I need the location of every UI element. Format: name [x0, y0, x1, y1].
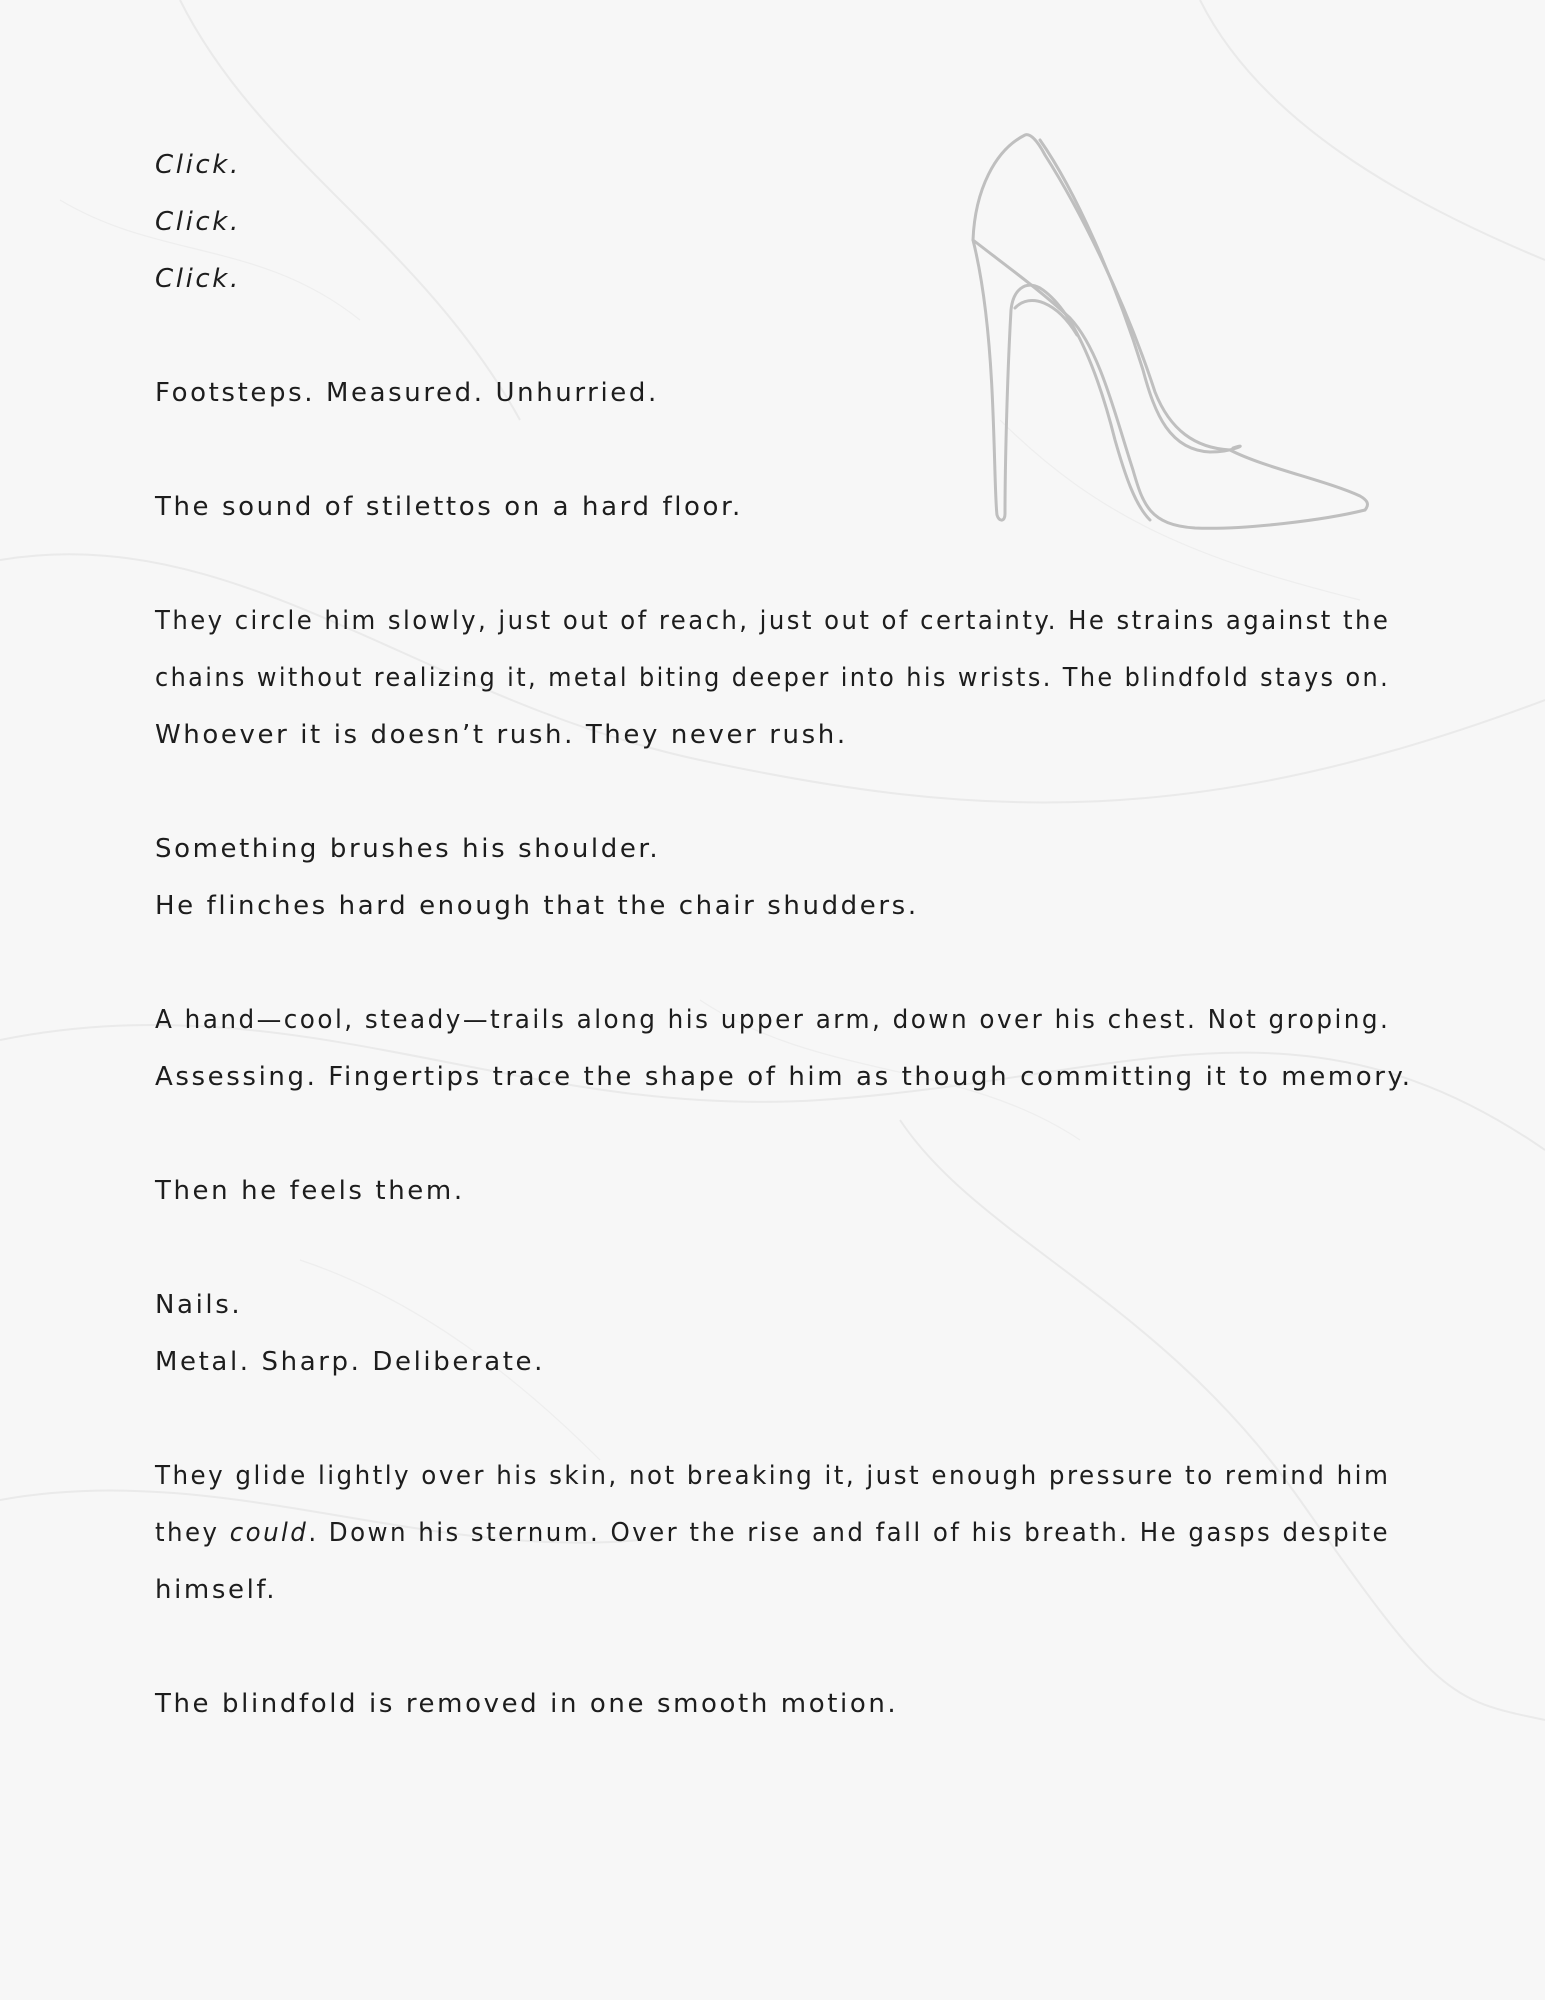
- circle-paragraph-line-1: [155, 606, 1390, 636]
- flinches-line: He flinches hard enough that the chair shudders.: [155, 891, 919, 921]
- glide-line-2-end: . Down his sternum. Over the rise and fall of his breath. He gasps despite: [308, 1518, 1391, 1548]
- click-line-1: Click.: [155, 150, 241, 180]
- circle-paragraph-line-2: [155, 663, 1390, 693]
- glide-line-2-text: [155, 1518, 1390, 1548]
- brushes-line: Something brushes his shoulder.: [155, 834, 661, 864]
- glide-line-2-start: they: [155, 1518, 230, 1548]
- feels-line: Then he feels them.: [155, 1176, 465, 1206]
- stiletto-shoe-icon: [965, 130, 1375, 540]
- hand-paragraph-line-1: [155, 1005, 1390, 1035]
- click-line-2: Click.: [155, 207, 241, 237]
- circle-line-1-text: They circle him slowly, just out of reach, just out of certainty. He strains against the: [155, 606, 1391, 636]
- metal-line: Metal. Sharp. Deliberate.: [155, 1347, 545, 1377]
- hand-line-1-text: A hand—cool, steady—trails along his upper arm, down over his chest. Not groping.: [155, 1005, 1391, 1035]
- nails-line: Nails.: [155, 1290, 243, 1320]
- click-line-3: Click.: [155, 264, 241, 294]
- glide-paragraph-line-2: [155, 1518, 1390, 1548]
- glide-line-1-text: They glide lightly over his skin, not breaking it, just enough pressure to remind him: [155, 1461, 1391, 1491]
- glide-paragraph-line-1: [155, 1461, 1390, 1491]
- circle-paragraph-line-3: Whoever it is doesn’t rush. They never rush.: [155, 720, 848, 750]
- hand-paragraph-line-2: Assessing. Fingertips trace the shape of him as though committing it to memory.: [155, 1062, 1413, 1092]
- stilettos-line: The sound of stilettos on a hard floor.: [155, 492, 743, 522]
- glide-line-2-emphasis: could: [229, 1518, 309, 1548]
- footsteps-line: Footsteps. Measured. Unhurried.: [155, 378, 659, 408]
- blindfold-removed-line: The blindfold is removed in one smooth motion.: [155, 1689, 899, 1719]
- circle-line-2-text: chains without realizing it, metal biting deeper into his wrists. The blindfold stays on.: [155, 663, 1391, 693]
- glide-paragraph-line-3: himself.: [155, 1575, 278, 1605]
